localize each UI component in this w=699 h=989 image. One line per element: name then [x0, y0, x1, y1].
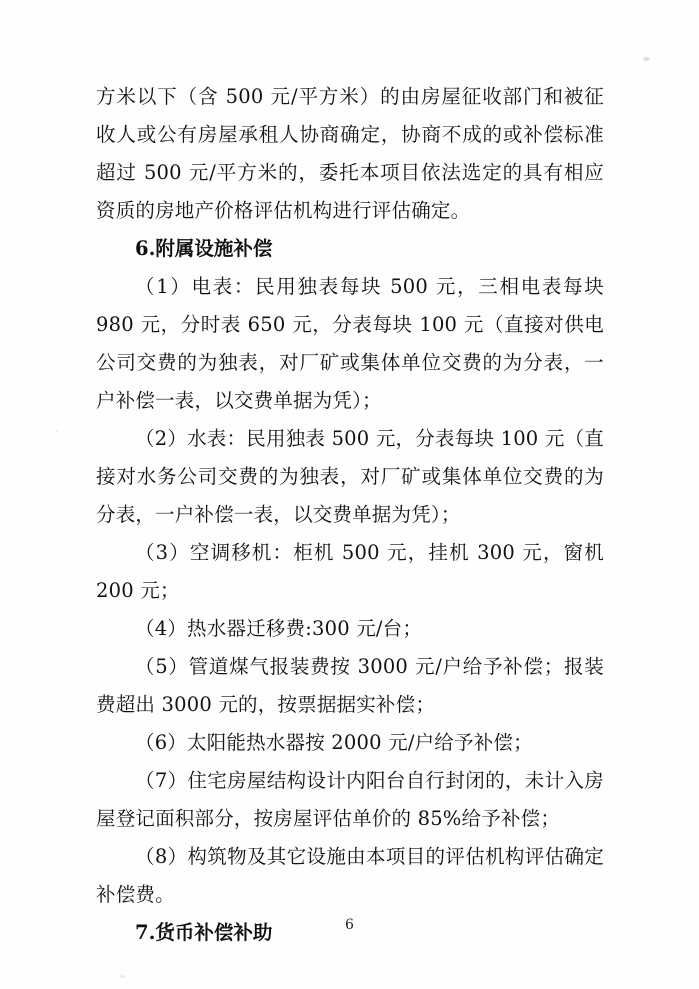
list-item-8: （8）构筑物及其它设施由本项目的评估机构评估确定补偿费。: [96, 845, 604, 906]
list-item-3: （3）空调移机：柜机 500 元，挂机 300 元，窗机 200 元；: [96, 541, 604, 602]
list-item-7: （7）住宅房屋结构设计内阳台自行封闭的，未计入房屋登记面积部分，按房屋评估单价的 85%给予补偿；: [96, 769, 604, 830]
list-item-2: （2）水表：民用独表 500 元，分表每块 100 元（直接对水务公司交费的为独表，对厂矿或集体单位交费的为分表，一户补偿一表，以交费单据为凭）；: [96, 427, 604, 526]
list-item-5: （5）管道煤气报装费按 3000 元/户给予补偿；报装费超出 3000 元的，按票据据实补偿；: [96, 655, 604, 716]
section-heading-7: 7.货币补偿补助: [135, 921, 273, 944]
list-item-6: （6）太阳能热水器按 2000 元/户给予补偿；: [135, 731, 533, 754]
list-item-4: （4）热水器迁移费:300 元/台；: [135, 617, 423, 640]
scan-artifact-speck: [643, 57, 650, 61]
list-item-1: （1）电表：民用独表每块 500 元，三相电表每块 980 元，分时表 650 元，分表每块 100 元（直接对供电公司交费的为独表，对厂矿或集体单位交费的为分表，一户补偿一表，以交费单据为凭）；: [96, 275, 604, 412]
paragraph-continuation: 方米以下（含 500 元/平方米）的由房屋征收部门和被征收人或公有房屋承租人协商确定，协商不成的或补偿标准超过 500 元/平方米的，委托本项目依法选定的具有相应资质的房地产价格评估机构进行评估确定。: [96, 85, 604, 222]
page-number: 6: [345, 917, 354, 933]
document-body: [96, 78, 604, 952]
scan-artifact-speck: [120, 975, 125, 978]
section-heading-6: 6.附属设施补偿: [135, 237, 273, 260]
scan-artifact-speck: [55, 430, 58, 433]
